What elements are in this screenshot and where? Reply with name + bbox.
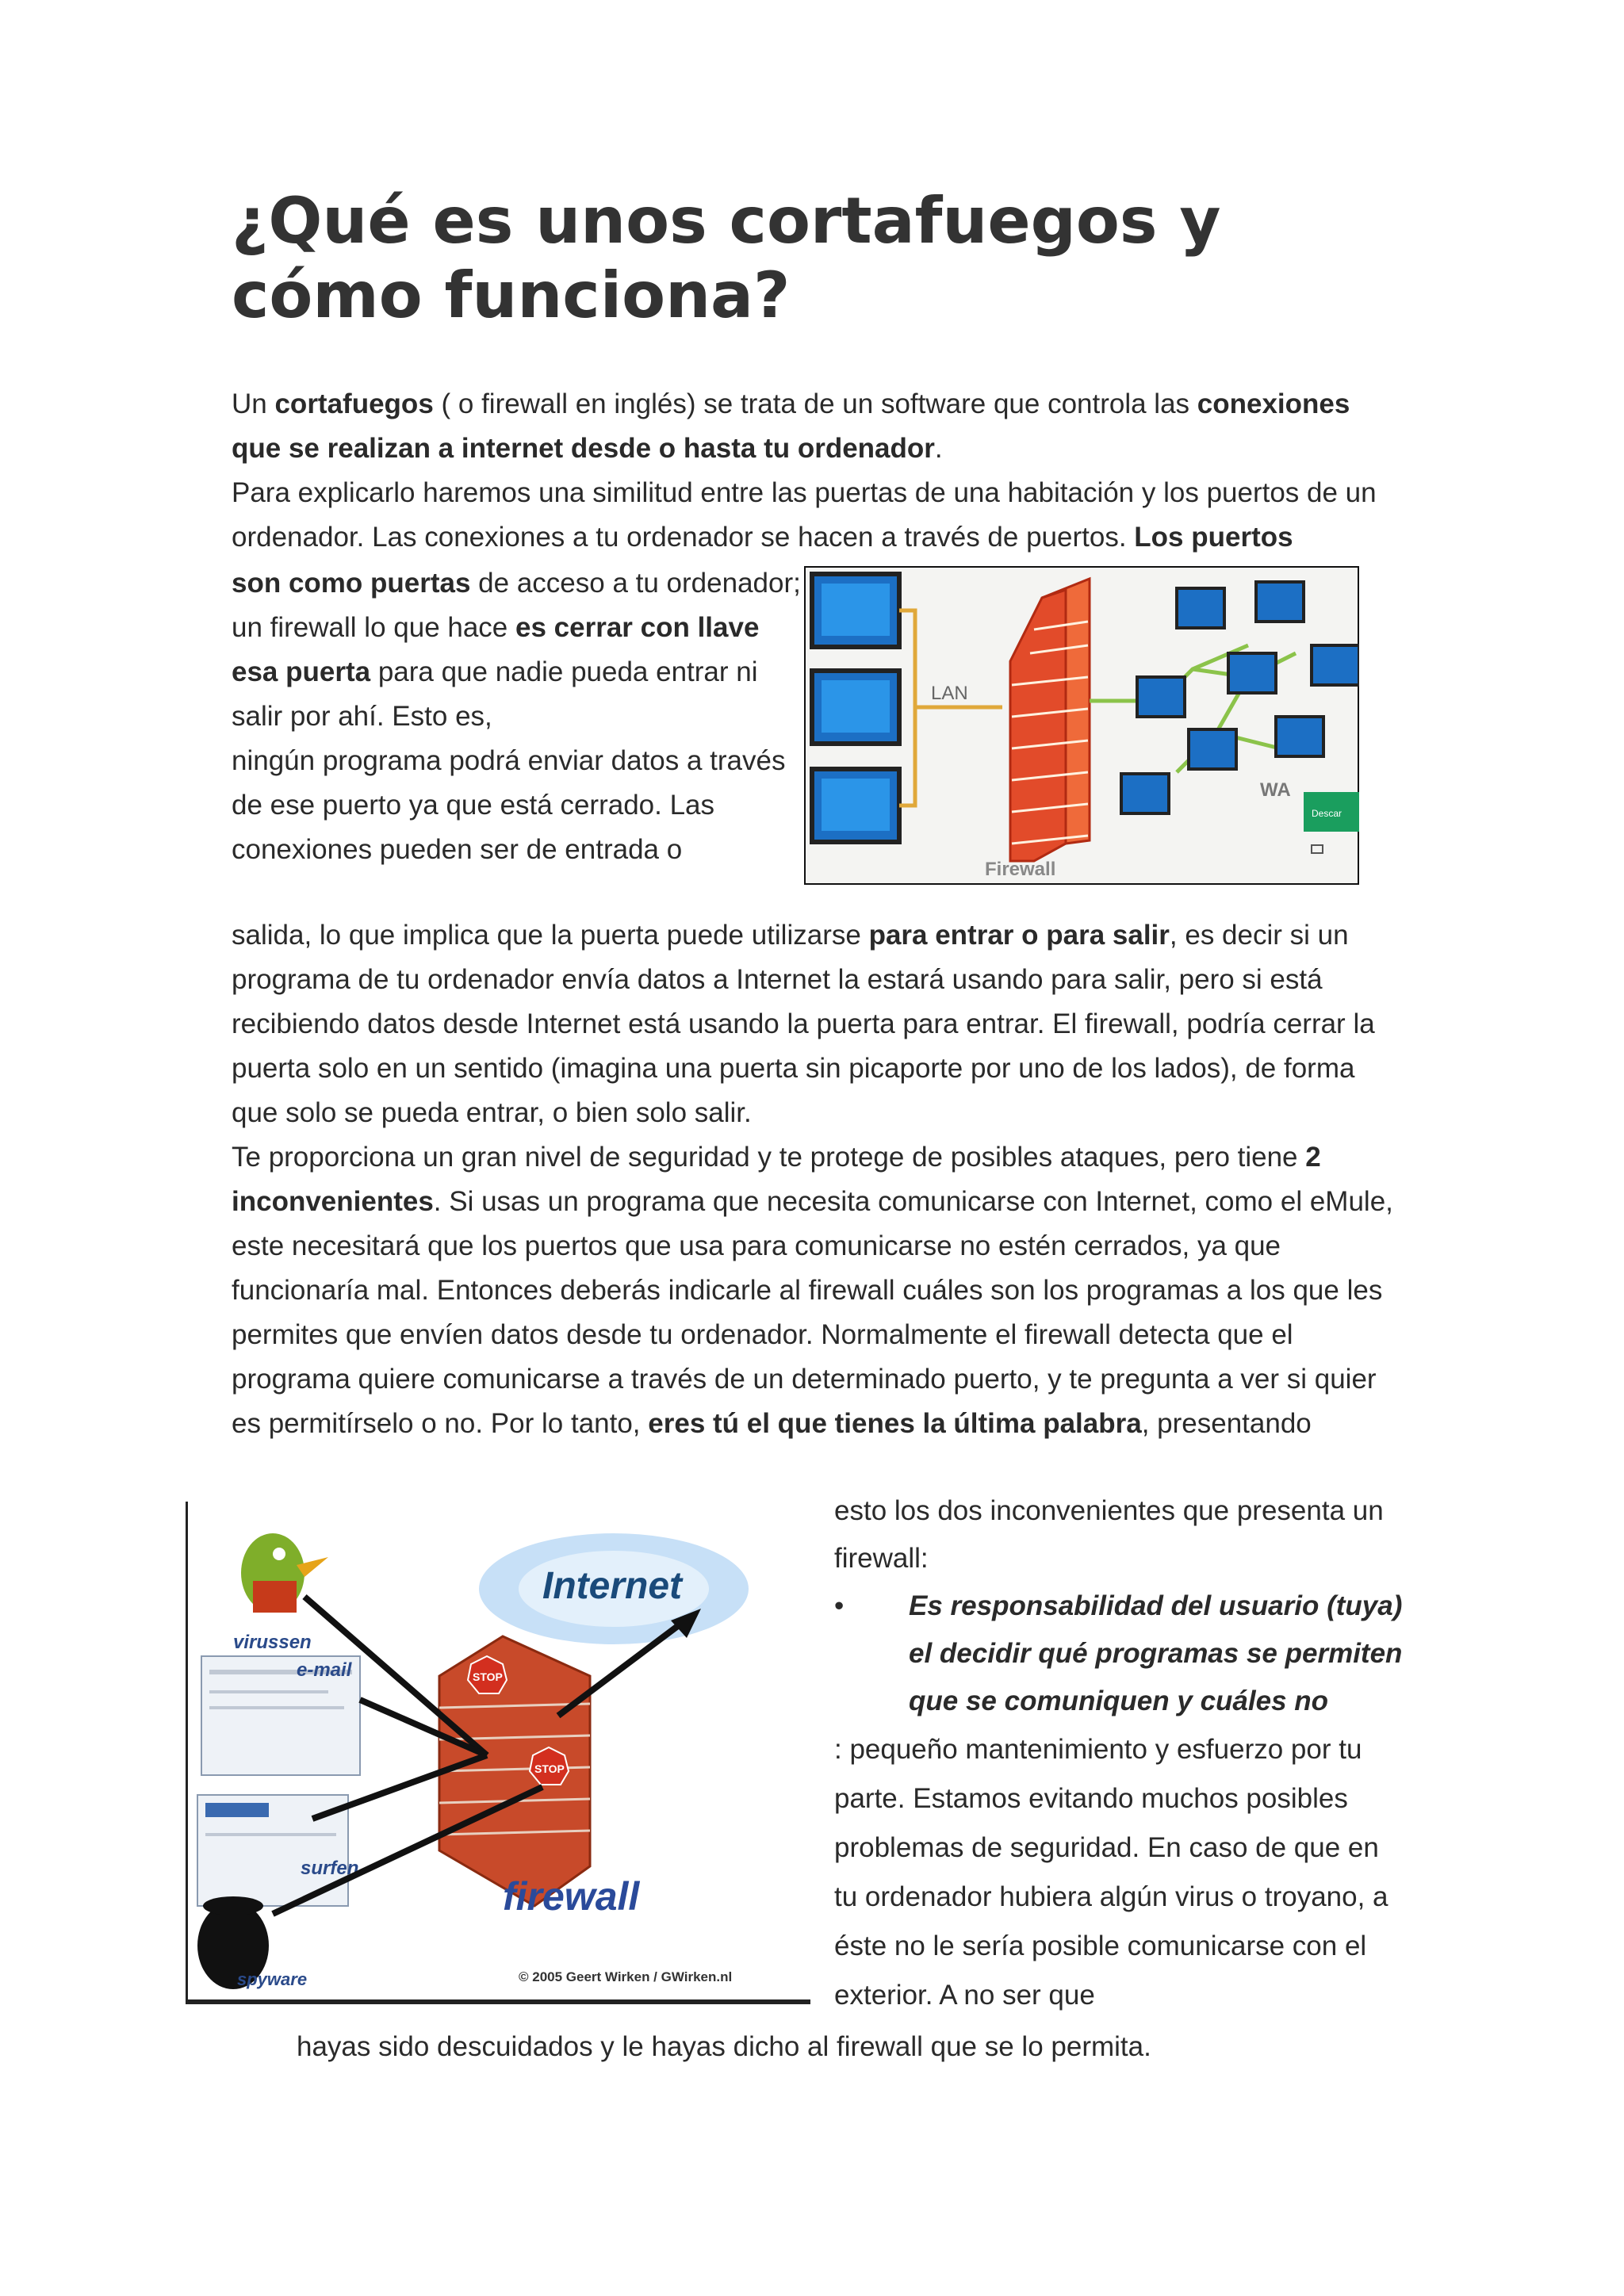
- firewall-label: firewall: [503, 1874, 640, 1919]
- computer-icon: [1121, 774, 1169, 813]
- closing-line: hayas sido descuidados y le hayas dicho al firewall que se lo permita.: [297, 2031, 1151, 2062]
- computer-icon: [812, 574, 899, 647]
- paragraph: [232, 1135, 1405, 1446]
- lan-firewall-wan-diagram: [804, 566, 1359, 885]
- text: .: [934, 433, 943, 464]
- computer-icon: [1312, 645, 1359, 685]
- bold-text: conexiones que se realizan a internet desde o hasta tu ordenador: [232, 388, 1350, 464]
- paragraph-intro: [232, 382, 1405, 560]
- bold-italic-text: Es responsabilidad del usuario (tuya) el decidir qué programas se permiten que se comuniquen y cuáles no: [909, 1590, 1403, 1716]
- bold-text: 2 inconvenientes: [232, 1142, 1321, 1217]
- internet-firewall-illustration: [186, 1502, 810, 2004]
- virussen-label: virussen: [233, 1632, 312, 1653]
- bullet-icon: •: [834, 1590, 845, 1621]
- paragraph: esto los dos inconvenientes que presenta un firewall:: [834, 1495, 1384, 1574]
- wan-label: WA: [1260, 779, 1291, 801]
- paragraph: [232, 913, 1405, 1135]
- computer-icon: [1177, 588, 1224, 628]
- stop-text: STOP: [473, 1670, 503, 1683]
- lan-label: LAN: [931, 683, 968, 704]
- computer-icon: [1228, 653, 1276, 693]
- text: : pequeño mantenimiento y esfuerzo por tu parte. Estamos evitando muchos posibles problemas de seguridad. En caso de que en tu ordenador hubiera algún virus o troyano, a éste no le sería posible comunicarse con el exterior. A no ser que: [834, 1734, 1388, 2011]
- bullet-item: [834, 1582, 1405, 1725]
- computer-icon: [812, 769, 899, 842]
- surfen-label: surfen: [301, 1858, 359, 1879]
- text: Te proporciona un gran nivel de seguridad y te protege de posibles ataques, pero tiene: [232, 1142, 1306, 1173]
- stop-text: STOP: [534, 1762, 565, 1775]
- text: , es decir si un programa de tu ordenador envía datos a Internet la estará usando para salir, pero si está recibiendo datos desde Internet está usando la puerta para entrar. El firewall, podría cerrar la puerta solo en un sentido (imagina una puerta sin picaporte por uno de los lados), de forma que solo se pueda entrar, o bien solo salir.: [232, 920, 1375, 1128]
- right-column-continuation: [834, 1725, 1405, 2020]
- text: Para explicarlo haremos una similitud entre las puertas de una habitación y los puertos de un ordenador. Las conexiones a tu ordenador se hacen a través de puertos.: [232, 477, 1377, 553]
- bold-text: eres tú el que tienes la última palabra: [648, 1408, 1142, 1439]
- bold-text: cortafuegos: [274, 388, 434, 419]
- computer-icon: [1276, 717, 1323, 756]
- text: . Si usas un programa que necesita comunicarse con Internet, como el eMule, este necesitará que los puertos que usa para comunicarse no estén cerrados, ya que funcionaría mal. Entonces deberás indicarle al firewall cuáles son los programas a los que les permites que envíen datos desde tu ordenador. Normalmente el firewall detecta que el programa quiere comunicarse a través de un determinado puerto, y te pregunta a ver si quier: [232, 1186, 1393, 1395]
- bold-text: para entrar o para salir: [868, 920, 1170, 951]
- computer-icon: [1256, 582, 1304, 622]
- copyright-text: © 2005 Geert Wirken / GWirken.nl: [519, 1969, 733, 1984]
- text: para que nadie pueda entrar ni salir por ahí. Esto es,: [232, 656, 758, 732]
- bold-text: son como puertas: [232, 568, 471, 599]
- text: salida, lo que implica que la puerta puede utilizarse: [232, 920, 869, 951]
- computer-icon: [812, 671, 899, 744]
- badge-text: Descar: [1312, 808, 1342, 819]
- text: de acceso a tu ordenador; un firewall lo que hace: [232, 568, 801, 643]
- text: es permitírselo o no. Por lo tanto,: [232, 1408, 649, 1439]
- paragraph-body: [232, 913, 1405, 1446]
- computer-icon: [1137, 677, 1185, 717]
- email-label: e-mail: [297, 1659, 352, 1681]
- text: ( o firewall en inglés) se trata de un software que controla las: [433, 388, 1197, 419]
- firewall-label: Firewall: [985, 859, 1056, 880]
- right-column-text: [834, 1487, 1405, 1725]
- text: , presentando: [1141, 1408, 1312, 1439]
- paragraph-wrapped: [232, 561, 802, 872]
- internet-label: Internet: [542, 1565, 683, 1607]
- spyware-label: spyware: [237, 1969, 308, 1989]
- bold-text: es cerrar con llave esa puerta: [232, 612, 760, 687]
- text: Un: [232, 388, 275, 419]
- bold-text: Los puertos: [1134, 522, 1293, 553]
- text: ningún programa podrá enviar datos a través de ese puerto ya que está cerrado. Las conexiones pueden ser de entrada o: [232, 745, 786, 865]
- page-title: ¿Qué es unos cortafuegos y cómo funciona?: [232, 184, 1221, 332]
- computer-icon: [1189, 729, 1236, 769]
